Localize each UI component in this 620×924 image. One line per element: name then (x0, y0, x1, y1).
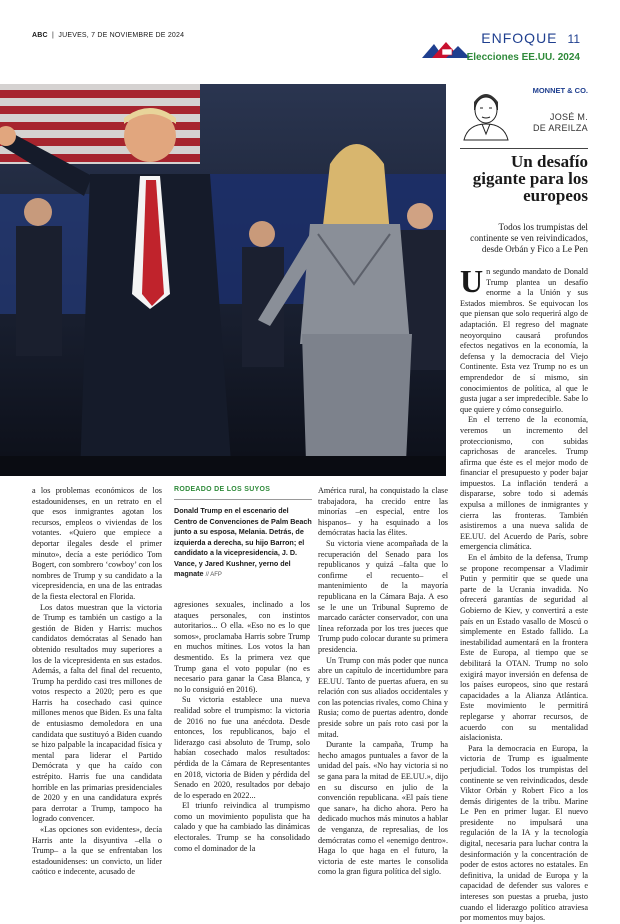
author-portrait-icon (460, 84, 512, 140)
opinion-paragraph-first (460, 263, 588, 415)
article-paragraph: Un Trump con más poder que nunca abre un capítulo de incertidumbre para EE.UU. Tanto de puertas afuera, en su relación con sus aliados occidentales y con las potencias rivales, como China y Rusia; como de puertas adentro, donde preside sobre un país roto casi por la mitad. (318, 655, 448, 739)
article-column-3 (318, 486, 448, 878)
page-number: 11 (567, 32, 580, 46)
article-paragraph: agresiones sexuales, inclinado a los ataques personales, con instintos autoritarios... O ella. «Eso no es lo que somos», proclamaba Harris sobre Trump en muchos mítines. Los votos la han desmentido. Es la primera vez que Trump gana el voto popular (no es necesario para ganar la Casa Blanca, y no lo consiguió en 2016). (174, 600, 310, 694)
author-first-name: JOSÉ M. (549, 112, 588, 122)
article-paragraph: a los problemas económicos de los estadounidenses, en un retrato en el que esos inmigrantes agotan los recursos, empleos o viviendas de los votantes. «Quiero que empiece a deportar ilegales desde el primer minuto», decía a este periódico Tom Bogert, con sombrero ‘cowboy’ con los nombres de Trump y su candidato a la vicepresidencia, en una de las entradas de la fiesta electoral en Florida. (32, 486, 162, 601)
page-header (32, 28, 592, 68)
article-paragraph: Su victoria establece una nueva realidad sobre el trumpismo: la victoria de 2016 no fue una anécdota. Desde entonces, los republicanos, bajo el liderazgo casi absoluto de Trump, solo habían cosechado malos resultados: pérdida de la Cámara de Representantes en 2018, victoria de Biden y pérdida del Senado en 2020, resultados por debajo de lo esperado en 2022... (174, 695, 310, 800)
caption-text (174, 506, 312, 581)
header-dateline: ABC | JUEVES, 7 DE NOVIEMBRE DE 2024 (32, 32, 185, 39)
caption-credit: // AFP (205, 572, 222, 578)
opinion-title: Un desafío gigante para los europeos (460, 148, 588, 204)
election-flags-icon (420, 40, 472, 60)
article-column-1 (32, 486, 162, 878)
article-paragraph: América rural, ha conquistado la clase trabajadora, ha crecido entre las minorías –en especial, entre los hispanos– y ha esquinado a los demócratas hacia las élites. (318, 486, 448, 538)
photo-illustration (0, 84, 446, 476)
header-section-block (467, 30, 580, 63)
article-column-2 (174, 600, 310, 854)
opinion-column-name: MONNET & CO. (532, 86, 588, 95)
header-date: JUEVES, 7 DE NOVIEMBRE DE 2024 (58, 32, 185, 39)
opinion-paragraph: En el ámbito de la defensa, Trump se propone recompensar a Vladimir Putin y permitir que se quede una parte de la Ucrania invadida. No ofrecerá garantías de seguridad al Gobierno de Kiev, y convertirá a este país en un Estado vasallo de Moscú o simplemente en Estado fallido. La inestabilidad aumentará en la frontera Este de Europa, al tiempo que se debilitará la OTAN. Trump no solo exigirá mayor inversión en defensa de los países europeos, sino que restará capacidades a la Alianza Atlántica. Este movimiento le permitirá replegarse y ahorrar recursos, de acuerdo con su mentalidad aislacionista. (460, 553, 588, 743)
header-brand: ABC (32, 32, 48, 39)
opinion-body (460, 263, 588, 924)
opinion-deck: Todos los trumpistas del continente se ven reivindicados, desde Orbán y Fico a Le Pen (470, 222, 588, 254)
opinion-header (460, 84, 588, 138)
caption-body: Donald Trump en el escenario del Centro de Convenciones de Palm Beach junto a su esposa, Melania. Detrás, de izquierda a derecha, su hijo Barron; el candidato a la vicepresidencia, J. D. Vance, y Jared Kushner, yerno del magnate (174, 506, 312, 578)
opinion-paragraph: Para la democracia en Europa, la victoria de Trump es igualmente perjudicial. Todos los trumpistas del continente se ven reivindicados, desde Viktor Orbán y Robert Fico a los demás dirigentes de la tribu. Marine Le Pen en primer lugar. El nuevo presidente no impulsará una regulación de la IA y la tecnología digital, necesaria para luchar contra la desinformación y la concentración de poder de estos actores no estatales. En definitiva, la unidad de Europa y la capacidad de defender sus valores e intereses son puestas a prueba, justo cuando el liderazgo político atraviesa por momentos muy bajos. (460, 743, 588, 923)
dropcap: U (460, 263, 484, 299)
opinion-author (533, 112, 588, 134)
article-paragraph: El triunfo reivindica al trumpismo como un movimiento populista que ha calado y que ha cambiado las dinámicas electorales. Trump se ha consolidado como el dominador de la (174, 801, 310, 853)
author-last-name: DE AREILZA (532, 123, 588, 133)
caption-heading: RODEADO DE LOS SUYOS (174, 486, 312, 500)
subsection-title: Elecciones EE.UU. 2024 (466, 52, 580, 63)
article-paragraph: Su victoria viene acompañada de la recuperación del Senado para los republicanos y quizá –falta que lo confirme el recuento– el mantenimiento de la mayoría republicana en la Cámara Baja. A eso se le une un Tribunal Supremo de marcado carácter conservador, con una línea reforzada por los tres jueces que Trump pudo colocar durante su primera presidencia. (318, 538, 448, 654)
article-paragraph: Los datos muestran que la victoria de Trump es también un castigo a la gestión de Biden y Harris: muchos candidatos demócratas al Senado han obtenido resultados muy superiores a los de la vicepresidenta en sus estados. Además, a falta del final del recuento, Trump ha perdido casi tres millones de votos respecto a 2020; pero es que Harris ha cosechado casi quince millones menos que Biden. Es una falta de entusiasmo demoledora en una candidata que sustituyó a Biden cuando se hizo palpable la incapacidad física y mental para liderar el Partido Demócrata y que ha caído con estrépito. Harris fue una candidata horrible en las primarias presidenciales de 2020 y en una candidatura exprés para derrotar a Trump, tampoco ha logrado convencer. (32, 602, 162, 824)
section-title: ENFOQUE (481, 30, 558, 46)
photo-caption (174, 486, 312, 581)
lead-photo (0, 84, 446, 476)
opinion-first-text: n segundo mandato de Donald Trump plantea un desafío enorme a la Unión y sus Estados miembros. Se equivocan los que piensan que solo requerirá algo de adaptación. El regreso del magnate neoyorquino causará profundos efectos negativos en la economía, la defensa y la democracia del Viejo Continente. Esta vez Trump no es un emprendedor de sí mismo, sin conocimientos de política, al que le gusta jugar a ser impredecible. Sabe lo que quiere y cómo conseguirlo. (460, 267, 588, 414)
article-paragraph: «Las opciones son evidentes», decía Harris ante la disyuntiva –ella o Trump– a la que se enfrentaban los estadounidenses: un convicto, un líder caótico e indecente, acusado de (32, 825, 162, 877)
opinion-column (460, 84, 588, 924)
opinion-paragraph: En el terreno de la economía, veremos un incremento del proteccionismo, con subidas caprichosas de aranceles. Trump afirma que éste es el mejor modo de financiar el presupuesto y poder bajar impuestos. La inflación tenderá a dispararse, sobre todo si además expulsa a millones de inmigrantes y cierra las fronteras. También asistiremos a una nueva salida de EE.UU. del Acuerdo de París, sobre emergencia climática. (460, 415, 588, 552)
article-paragraph: Durante la campaña, Trump ha hecho amagos puntuales a favor de la unidad del país. «No hay victoria si no se gana para la mitad de EE.UU.», dijo en su discurso en julio de la convención republicana. «El país tiene que sanar», ha dicho ahora. Pero ha dedicado muchos más minutos a hablar de venganza, de represalias, de los demócratas como el «enemigo dentro». Haga lo que haga en el futuro, la victoria de este martes le consolida como la gran figura política del siglo. (318, 740, 448, 877)
